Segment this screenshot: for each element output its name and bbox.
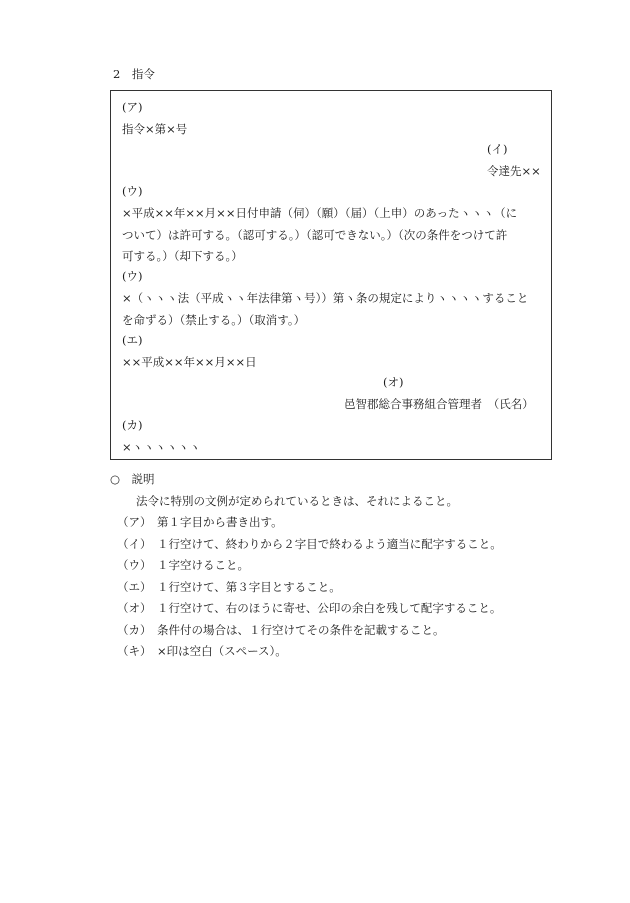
- label-ka: (カ): [122, 418, 143, 432]
- directive-template-box: [110, 90, 552, 460]
- label-u-1: (ウ): [122, 184, 143, 198]
- condition-line: ×ヽヽヽヽヽヽ: [122, 440, 201, 454]
- label-a: (ア): [122, 100, 143, 114]
- note-label: （オ）: [117, 601, 152, 615]
- note-label: （イ）: [117, 537, 152, 551]
- label-o: (オ): [383, 375, 404, 389]
- explanation-note: [117, 643, 287, 659]
- recipient: 令達先××: [487, 164, 541, 178]
- note-text: 条件付の場合は、１行空けてその条件を記載すること。: [157, 623, 445, 637]
- explanation-note: [117, 622, 445, 638]
- note-text: １行空けて、第３字目とすること。: [157, 580, 341, 594]
- note-text: ×印は空白（スペース）。: [157, 644, 287, 658]
- label-i: (イ): [487, 142, 508, 156]
- explanation-note: [117, 514, 283, 530]
- note-text: 第１字目から書き出す。: [157, 515, 283, 529]
- note-text: １字空けること。: [157, 558, 249, 572]
- directive-number: 指令×第×号: [122, 122, 188, 136]
- body-line-2: ついて）は許可する。（認可する。）（認可できない。）（次の条件をつけて許: [122, 228, 508, 242]
- label-u-2: (ウ): [122, 269, 143, 283]
- date-line: ××平成××年××月××日: [122, 355, 257, 369]
- explanation-note: [117, 536, 502, 552]
- note-text: １行空けて、終わりから２字目で終わるよう適当に配字すること。: [157, 537, 502, 551]
- explanation-intro: 法令に特別の文例が定められているときは、それによること。: [136, 494, 458, 508]
- note-label: （カ）: [117, 623, 152, 637]
- body-alt-line-1: ×（ヽヽヽ法（平成ヽヽ年法律第ヽ号））第ヽ条の規定によりヽヽヽヽすること: [122, 291, 529, 305]
- note-label: （ア）: [117, 515, 152, 529]
- body-line-1: ×平成××年××月××日付申請（伺）（願）（届）（上申）のあったヽヽヽ（に: [122, 206, 518, 220]
- note-label: （ウ）: [117, 558, 152, 572]
- body-line-3: 可する。）（却下する。）: [122, 249, 243, 263]
- label-e: (エ): [122, 333, 143, 347]
- explanation-note: [117, 557, 249, 573]
- issuer-line: 邑智郡総合事務組合管理者 （氏名）: [344, 397, 534, 411]
- explanation-note: [117, 579, 341, 595]
- note-label: （エ）: [117, 580, 152, 594]
- body-alt-line-2: を命ずる）（禁止する。）（取消す。）: [122, 313, 306, 327]
- note-text: １行空けて、右のほうに寄せ、公印の余白を残して配字すること。: [157, 601, 502, 615]
- note-label: （キ）: [117, 644, 152, 658]
- section-heading: 2 指令: [113, 67, 155, 81]
- explanation-note: [117, 600, 501, 616]
- explanation-title: ○ 説明: [110, 472, 155, 486]
